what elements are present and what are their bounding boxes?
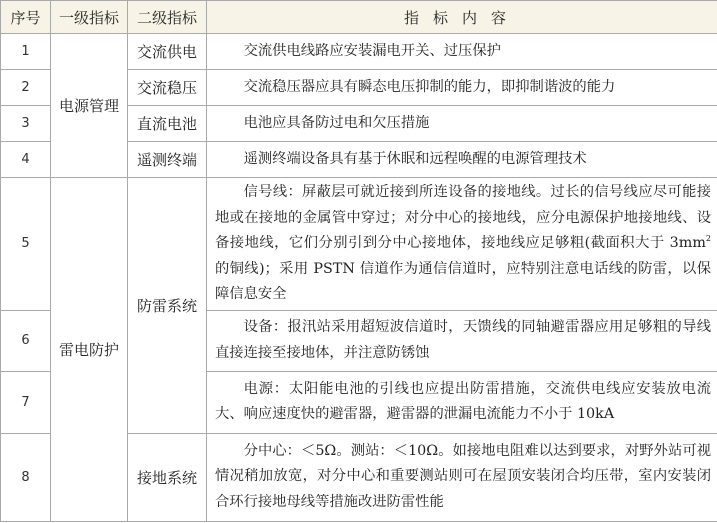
header-level2: 二级指标 — [128, 1, 207, 34]
content-cell — [207, 106, 717, 142]
content-cell — [207, 178, 717, 311]
content-text: 分中心：＜5Ω。测站：＜10Ω。如接地电阻难以达到要求，对野外站可视情况稍加放宽，对分中心和重要测站则可在屋顶安装闭合均压带，室内安装闭合环行接地母线等措施改进防雷性能 — [215, 442, 711, 510]
content-cell — [207, 310, 717, 371]
level2-lightning-system: 防雷系统 — [128, 178, 207, 434]
header-no: 序号 — [1, 1, 51, 34]
level2-cell: 遥测终端 — [128, 142, 207, 178]
content-text: 设备：报汛站采用超短波信道时，天馈线的同轴避雷器应用足够粗的导线直接连接至接地体，并注意防锈蚀 — [215, 319, 711, 361]
content-cell — [207, 371, 717, 433]
row-number: 2 — [1, 70, 51, 106]
level1-power: 电源管理 — [51, 34, 128, 178]
row-number: 3 — [1, 106, 51, 142]
content-text — [215, 180, 711, 308]
content-text: 电源：太阳能电池的引线也应提出防雷措施，交流供电线应安装放电流大、响应速度快的避雷器，避雷器的泄漏电流能力不小于 10kA — [215, 380, 711, 422]
content-text: 交流稳压器应具有瞬态电压抑制的能力，即抑制谐波的能力 — [243, 78, 616, 95]
content-text-part: 信号线：屏蔽层可就近接到所连设备的接地线。过长的信号线应尽可能接地或在接地的金属管中穿过；对分中心的接地线，应分电源保护地接地线、设备接地线，它们分别引到分中心接地体，接地线应足够粗(截面积大于 3mm — [215, 184, 711, 251]
level1-lightning: 雷电防护 — [51, 178, 128, 522]
header-row — [1, 1, 717, 34]
header-content: 指标内容 — [207, 1, 717, 34]
content-cell — [207, 70, 717, 106]
content-text-part: 的铜线)；采用 PSTN 信道作为通信信道时，应特别注意电话线的防雷，以保障信息安全 — [215, 260, 711, 302]
table-row — [1, 178, 717, 311]
row-number: 1 — [1, 34, 51, 70]
row-number: 8 — [1, 433, 51, 521]
content-text: 交流供电线路应安装漏电开关、过压保护 — [243, 42, 501, 59]
row-number: 5 — [1, 178, 51, 311]
content-text: 电池应具备防过电和欠压措施 — [243, 114, 430, 131]
level2-cell: 直流电池 — [128, 106, 207, 142]
level2-cell: 交流供电 — [128, 34, 207, 70]
row-number: 6 — [1, 310, 51, 371]
content-cell — [207, 142, 717, 178]
row-number: 4 — [1, 142, 51, 178]
content-cell — [207, 34, 717, 70]
level2-cell: 接地系统 — [128, 433, 207, 521]
content-text: 遥测终端设备具有基于休眠和远程唤醒的电源管理技术 — [243, 150, 587, 167]
header-level1: 一级指标 — [51, 1, 128, 34]
content-cell — [207, 433, 717, 521]
level2-cell: 交流稳压 — [128, 70, 207, 106]
table-row — [1, 34, 717, 70]
row-number: 7 — [1, 371, 51, 433]
superscript: 2 — [705, 234, 711, 244]
